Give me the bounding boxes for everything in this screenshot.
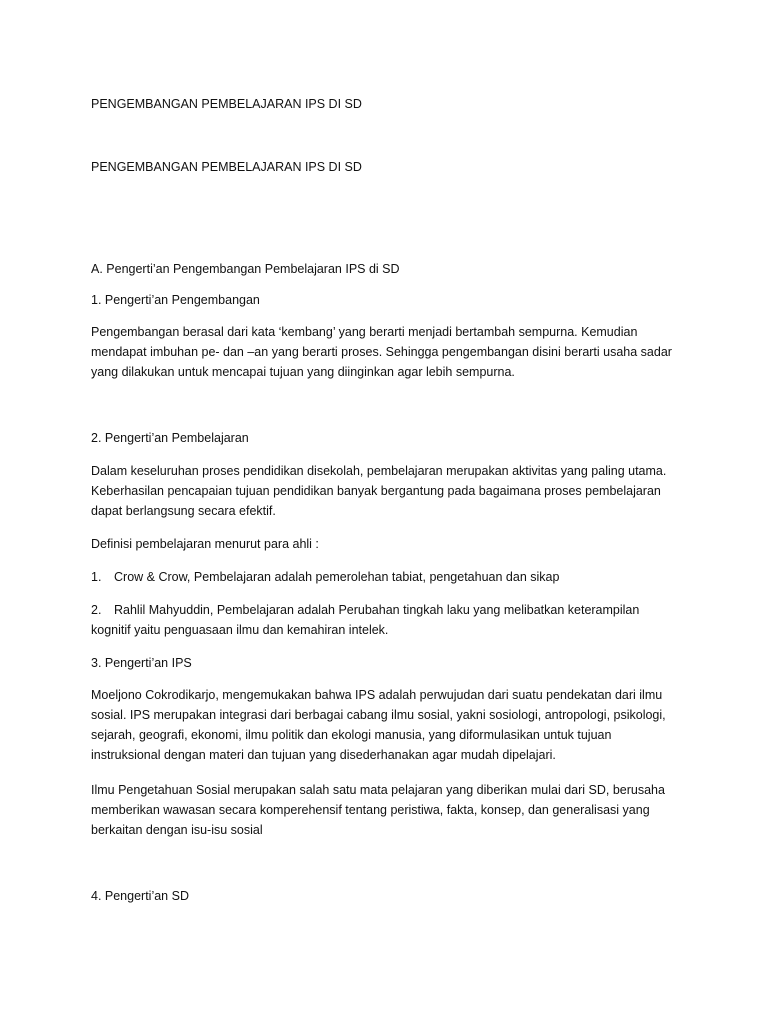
- list-item-1: [91, 567, 691, 587]
- heading-1: [91, 290, 691, 310]
- heading-text: A. Pengerti’an Pengembangan Pembelajaran IPS di SD: [91, 262, 400, 276]
- paragraph-line: yang dilakukan untuk mencapai tujuan yang diinginkan agar lebih sempurna.: [91, 365, 515, 379]
- heading-text: 2. Pengerti’an Pembelajaran: [91, 431, 249, 445]
- title-text: PENGEMBANGAN PEMBELAJARAN IPS DI SD: [91, 160, 362, 174]
- heading-4: [91, 886, 691, 906]
- definisi-intro: [91, 534, 691, 554]
- heading-text: 1. Pengerti’an Pengembangan: [91, 293, 260, 307]
- paragraph-4: [91, 780, 691, 840]
- list-line: kognitif yaitu penguasaan ilmu dan kemahiran intelek.: [91, 623, 389, 637]
- paragraph-3: [91, 685, 691, 765]
- paragraph-line: instruksional dengan materi dan tujuan yang disederhanakan agar mudah dipelajari.: [91, 748, 556, 762]
- list-line: [91, 567, 691, 587]
- paragraph-line: Pengembangan berasal dari kata ‘kembang’ yang berarti menjadi bertambah sempurna. Kemudian: [91, 325, 638, 339]
- paragraph-line: Ilmu Pengetahuan Sosial merupakan salah satu mata pelajaran yang diberikan mulai dari SD, berusaha: [91, 783, 665, 797]
- list-line: [91, 600, 691, 620]
- paragraph-line: berkaitan dengan isu-isu sosial: [91, 823, 263, 837]
- paragraph-line: sosial. IPS merupakan integrasi dari berbagai cabang ilmu sosial, yakni sosiologi, antropologi, psikologi,: [91, 708, 666, 722]
- list-number: 1.: [91, 570, 102, 584]
- heading-text: 4. Pengerti’an SD: [91, 889, 189, 903]
- paragraph-line: Moeljono Cokrodikarjo, mengemukakan bahwa IPS adalah perwujudan dari suatu pendekatan dari ilmu: [91, 688, 663, 702]
- document-title-1: [91, 94, 691, 114]
- paragraph-line: Dalam keseluruhan proses pendidikan disekolah, pembelajaran merupakan aktivitas yang paling utama.: [91, 464, 667, 478]
- list-number: 2.: [91, 603, 102, 617]
- list-text: Crow & Crow, Pembelajaran adalah pemerolehan tabiat, pengetahuan dan sikap: [114, 570, 560, 584]
- list-item-2: [91, 600, 691, 640]
- heading-2: [91, 428, 691, 448]
- heading-text: 3. Pengerti’an IPS: [91, 656, 192, 670]
- paragraph-2: [91, 461, 691, 521]
- paragraph-line: memberikan wawasan secara komperehensif tentang peristiwa, fakta, konsep, dan generalisasi yang: [91, 803, 650, 817]
- heading-3: [91, 653, 691, 673]
- paragraph-line: Keberhasilan pencapaian tujuan pendidikan banyak bergantung pada bagaimana proses pembelajaran: [91, 484, 661, 498]
- list-text: Rahlil Mahyuddin, Pembelajaran adalah Perubahan tingkah laku yang melibatkan keterampilan: [114, 603, 640, 617]
- paragraph-1: [91, 322, 691, 382]
- paragraph-line: mendapat imbuhan pe- dan –an yang berarti proses. Sehingga pengembangan disini berarti usaha sadar: [91, 345, 672, 359]
- section-a-heading: [91, 259, 691, 279]
- paragraph-line: dapat berlangsung secara efektif.: [91, 504, 276, 518]
- document-title-2: [91, 157, 691, 177]
- paragraph-line: sejarah, geografi, ekonomi, ilmu politik dan ekologi manusia, yang diformulasikan untuk tujuan: [91, 728, 612, 742]
- title-text: PENGEMBANGAN PEMBELAJARAN IPS DI SD: [91, 97, 362, 111]
- paragraph-line: Definisi pembelajaran menurut para ahli :: [91, 537, 319, 551]
